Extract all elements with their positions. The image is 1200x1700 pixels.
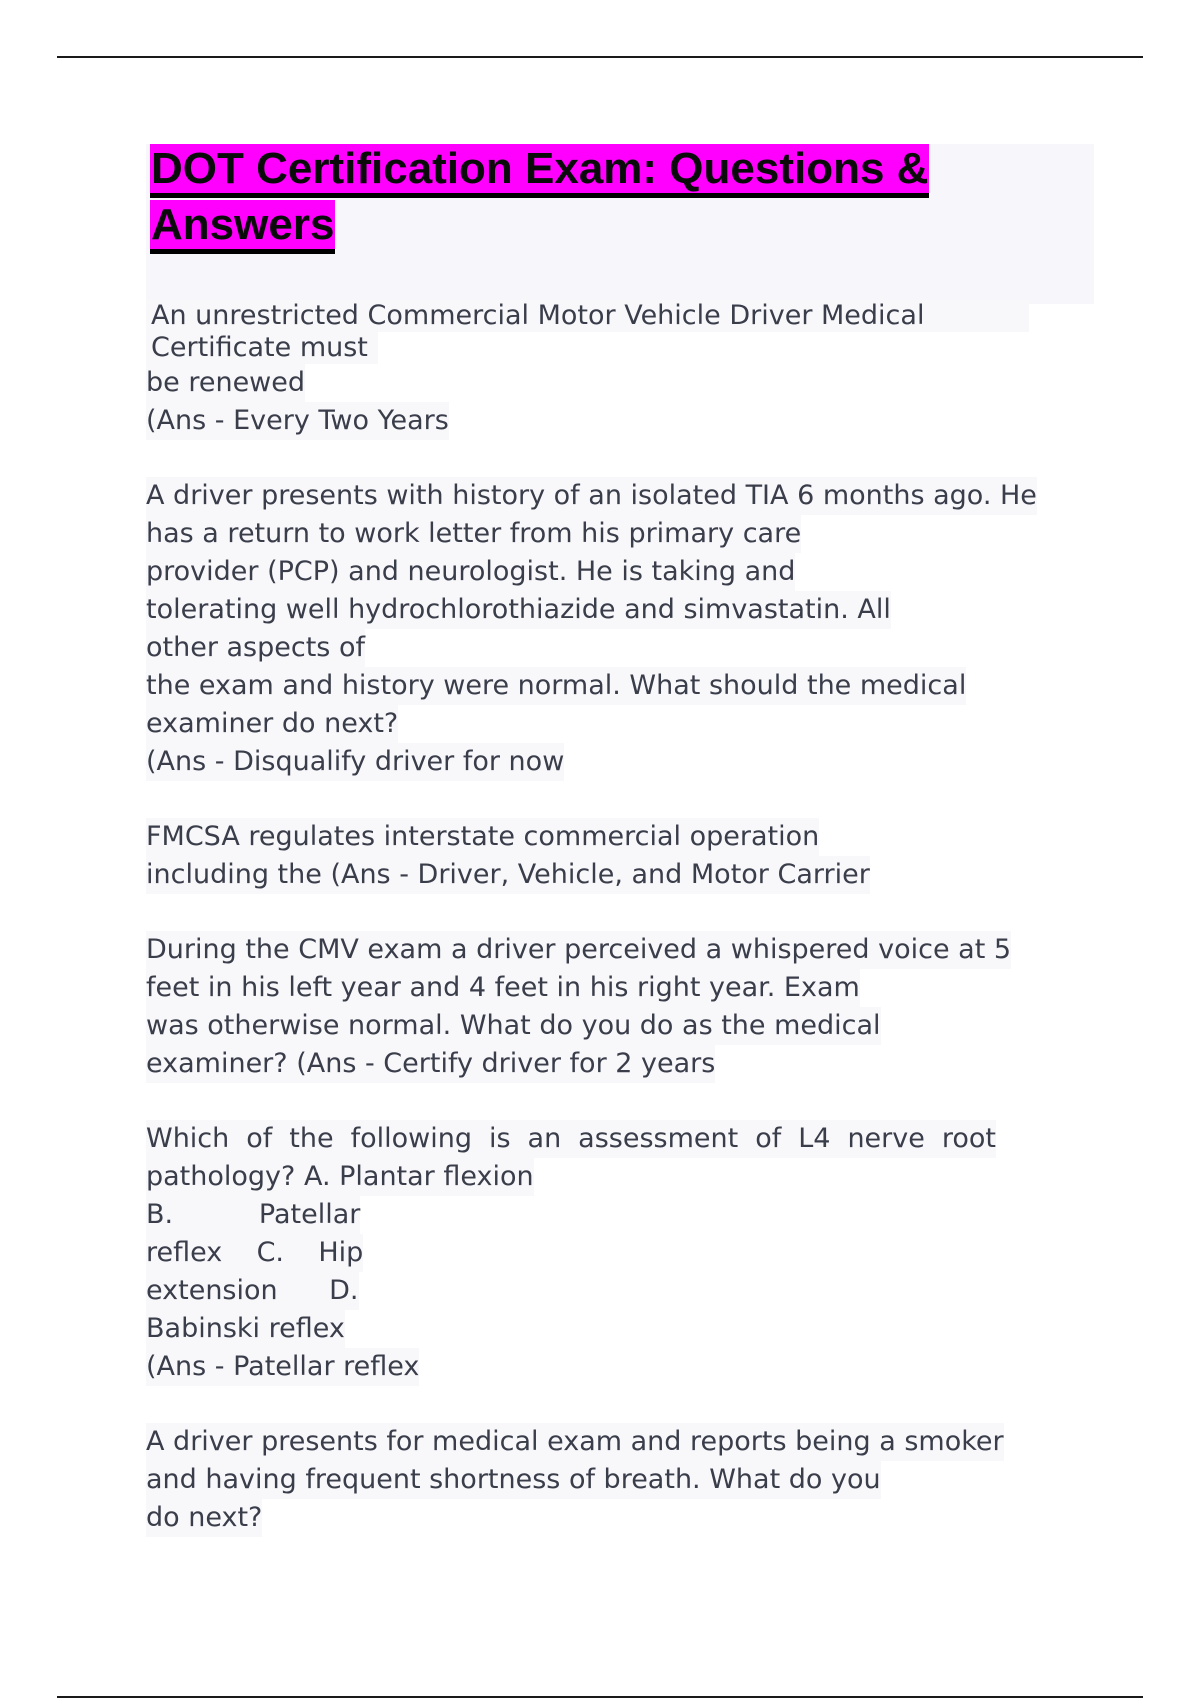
- question-3: [146, 818, 1086, 894]
- footer-rule: [57, 1696, 1143, 1698]
- question-2: [146, 477, 1086, 781]
- question-2-line: the exam and history were normal. What should the medical: [146, 667, 966, 705]
- qa-content: [146, 300, 1086, 1574]
- question-1-line: be renewed: [146, 364, 305, 402]
- question-6-line: and having frequent shortness of breath. What do you: [146, 1461, 881, 1499]
- question-2-line: other aspects of: [146, 629, 365, 667]
- header-rule: [57, 56, 1143, 58]
- question-2-line: provider (PCP) and neurologist. He is taking and: [146, 553, 795, 591]
- question-6-line: do next?: [146, 1499, 262, 1537]
- question-6-line: A driver presents for medical exam and reports being a smoker: [146, 1423, 1004, 1461]
- document-title: [150, 141, 929, 253]
- question-1: [146, 300, 1086, 440]
- question-2-line: examiner do next?: [146, 705, 398, 743]
- question-5-option: Babinski reflex: [146, 1310, 345, 1348]
- question-5-line: Which of the following is an assessment of L4 nerve root: [146, 1120, 996, 1158]
- question-5-answer: (Ans - Patellar reflex: [146, 1348, 419, 1386]
- question-6: [146, 1423, 1086, 1537]
- question-2-line: tolerating well hydrochlorothiazide and simvastatin. All: [146, 591, 891, 629]
- question-5-option: reflex C. Hip: [146, 1234, 363, 1272]
- question-4-line: was otherwise normal. What do you do as the medical: [146, 1007, 881, 1045]
- question-4: [146, 931, 1086, 1083]
- question-2-answer: (Ans - Disqualify driver for now: [146, 743, 564, 781]
- question-1-line: Certificate must: [146, 332, 378, 364]
- title-line-2: Answers: [150, 200, 335, 254]
- question-3-line: FMCSA regulates interstate commercial operation: [146, 818, 819, 856]
- question-2-line: has a return to work letter from his primary care: [146, 515, 801, 553]
- question-1-line: An unrestricted Commercial Motor Vehicle Driver Medical: [146, 300, 1029, 332]
- title-line-1: DOT Certification Exam: Questions &: [150, 144, 929, 198]
- question-3-answer: including the (Ans - Driver, Vehicle, and Motor Carrier: [146, 856, 870, 894]
- question-4-line: feet in his left year and 4 feet in his right year. Exam: [146, 969, 860, 1007]
- question-5-line: pathology? A. Plantar flexion: [146, 1158, 534, 1196]
- question-5: [146, 1120, 1086, 1386]
- question-5-option: extension D.: [146, 1272, 359, 1310]
- question-4-answer: examiner? (Ans - Certify driver for 2 years: [146, 1045, 715, 1083]
- question-5-option: B. Patellar: [146, 1196, 360, 1234]
- question-2-line: A driver presents with history of an isolated TIA 6 months ago. He: [146, 477, 1037, 515]
- question-4-line: During the CMV exam a driver perceived a whispered voice at 5: [146, 931, 1011, 969]
- question-1-answer: (Ans - Every Two Years: [146, 402, 449, 440]
